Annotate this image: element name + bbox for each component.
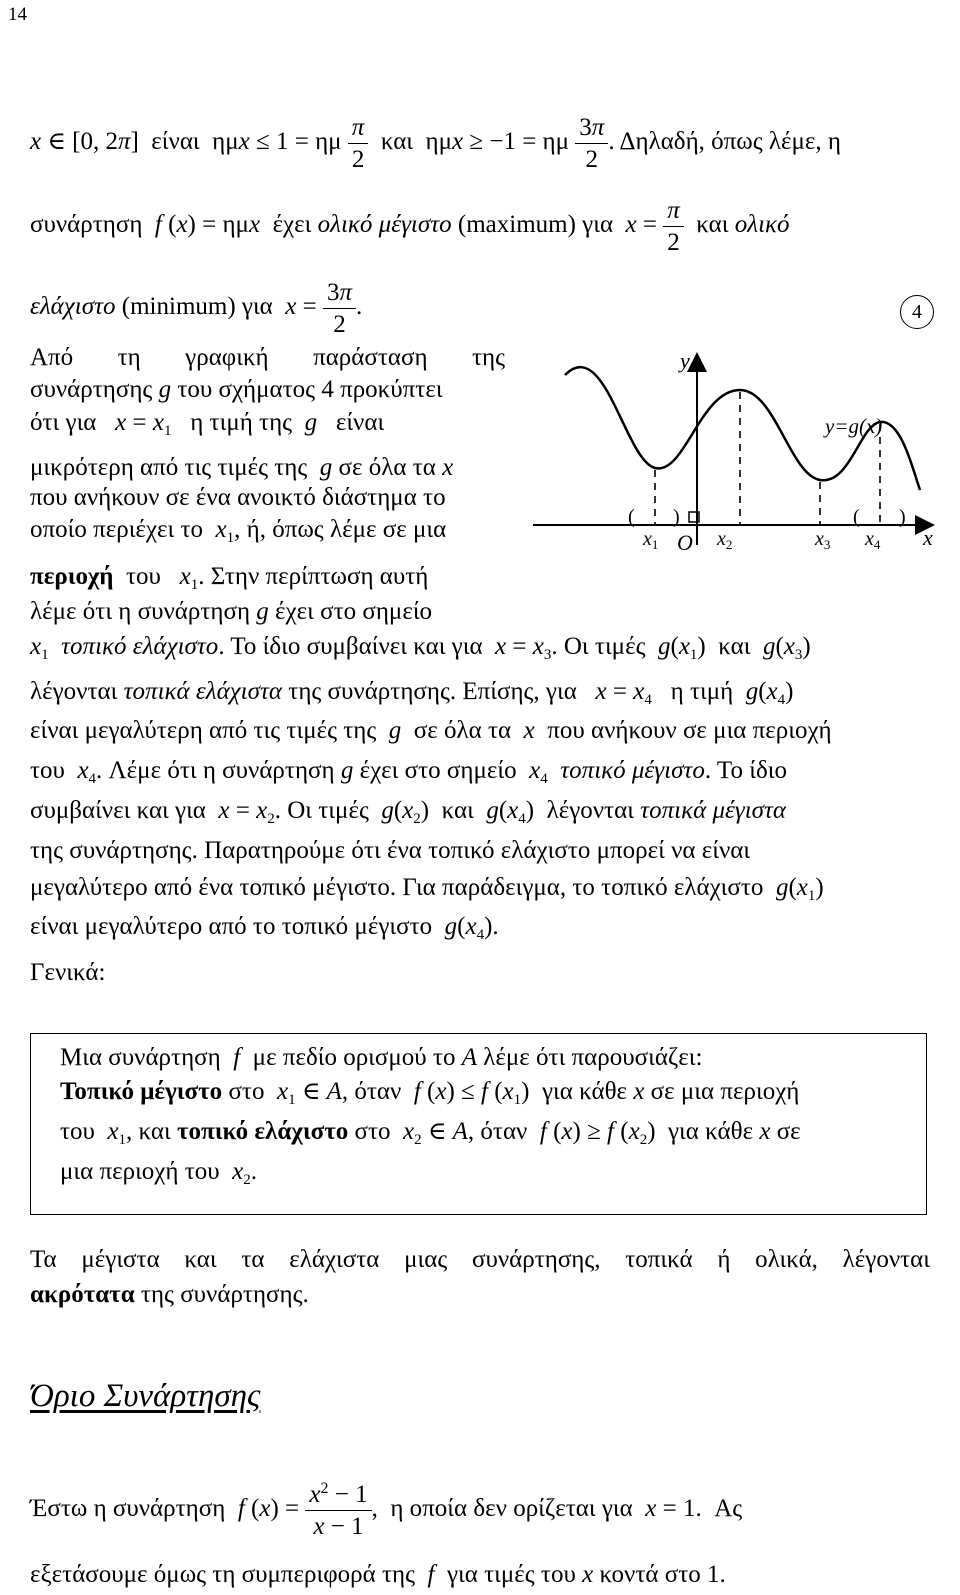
definition-line: Τοπικό μέγιστο στο $x_1$ ∈ A, όταν f (x) ≤ f $(x_1)$ για κάθε x σε μια περιοχή	[60, 1078, 800, 1108]
function-label: y=g(x)	[825, 414, 883, 438]
text-line: είναι μεγαλύτερη από τις τιμές της g σε όλα τα x που ανήκουν σε μια περιοχή	[30, 717, 832, 744]
text-line: συνάρτησης g του σχήματος 4 προκύπτει	[30, 376, 443, 403]
text-line: είναι μεγαλύτερο από το τοπικό μέγιστο $g(x_4)$.	[30, 913, 499, 943]
text-line: Τα μέγιστα και τα ελάχιστα μιας συνάρτησης, τοπικά ή ολικά, λέγονται	[30, 1246, 930, 1273]
x-axis-label: x	[923, 525, 933, 550]
x2-label: $x_2$	[717, 528, 733, 552]
text-line: Έστω η συνάρτηση f (x) = $\frac{x^2 - 1}{x - 1}$ , η οποία δεν ορίζεται για x = 1. Ας	[30, 1480, 743, 1540]
x1-label: $x_1$	[643, 528, 659, 552]
text-line: Γενικά:	[30, 959, 106, 986]
text-line: οποίο περιέχει το $x_1$, ή, όπως λέμε σε μια	[30, 516, 447, 546]
text-line: λέμε ότι η συνάρτηση g έχει στο σημείο	[30, 598, 433, 625]
page-number: 14	[8, 4, 27, 25]
text-line: Από τη γραφική παράσταση της	[30, 344, 505, 371]
text-line: λέγονται τοπικά ελάχιστα της συνάρτησης. Επίσης, για $x = x_4$ η τιμή $g(x_4)$	[30, 678, 794, 708]
text-line: συμβαίνει και για $x = x_2$. Οι τιμές $g(x_2)$ και $g(x_4)$ λέγονται τοπικά μέγιστα	[30, 797, 787, 827]
text-line: ακρότατα της συνάρτησης.	[30, 1281, 309, 1308]
text-line: x ∈ [0, 2π] είναι ημx ≤ 1 = ημ $\frac{\pi}{2}$ και ημx ≥ −1 = ημ $\frac{3\pi}{2}$ . Δηλαδή, όπως λέμε, η	[30, 114, 841, 173]
interval-paren: (	[853, 506, 860, 528]
figure-number: 4	[900, 295, 934, 329]
text-line: ελάχιστο (minimum) για x = $\frac{3\pi}{2}$ .	[30, 279, 363, 338]
section-heading: Όριο Συνάρτησης	[30, 1378, 261, 1414]
text-line: του $x_4$. Λέμε ότι η συνάρτηση g έχει στο σημείο $x_4$ τοπικό μέγιστο. Το ίδιο	[30, 757, 787, 787]
text-line: εξετάσουμε όμως τη συμπεριφορά της f για τιμές του x κοντά στο 1.	[30, 1561, 726, 1588]
text-line: περιοχή του $x_1$. Στην περίπτωση αυτή	[30, 563, 429, 593]
text-line: μικρότερη από τις τιμές της g σε όλα τα x	[30, 454, 454, 481]
function-graph	[525, 340, 945, 555]
interval-paren: )	[673, 506, 680, 528]
origin-label: O	[677, 530, 693, 555]
x3-label: $x_3$	[815, 528, 831, 552]
definition-line: του $x_1$, και τοπικό ελάχιστο στο $x_2$ ∈ A, όταν f (x) ≥ f $(x_2)$ για κάθε x σε	[60, 1118, 801, 1148]
y-axis-label: y	[680, 348, 690, 373]
x4-label: $x_4$	[865, 528, 881, 552]
text-line: που ανήκουν σε ένα ανοικτό διάστημα το	[30, 484, 446, 511]
interval-paren: )	[899, 506, 906, 528]
interval-paren: (	[628, 506, 635, 528]
text-line: συνάρτηση f (x) = ημx έχει ολικό μέγιστο (maximum) για x = $\frac{\pi}{2}$ και ολικό	[30, 197, 790, 256]
definition-line: Μια συνάρτηση f με πεδίο ορισμού το A λέμε ότι παρουσιάζει:	[60, 1044, 703, 1071]
text-line: μεγαλύτερο από ένα τοπικό μέγιστο. Για παράδειγμα, το τοπικό ελάχιστο $g(x_1)$	[30, 874, 824, 904]
definition-line: μια περιοχή του $x_2$.	[60, 1158, 258, 1188]
text-line: της συνάρτησης. Παρατηρούμε ότι ένα τοπικό ελάχιστο μπορεί να είναι	[30, 837, 751, 864]
text-line: $x_1$ τοπικό ελάχιστο. Το ίδιο συμβαίνει και για $x = x_3$. Οι τιμές $g(x_1)$ και $g(x_3)$	[30, 633, 811, 663]
text-line: ότι για $x = x_1$ η τιμή της g είναι	[30, 409, 385, 439]
